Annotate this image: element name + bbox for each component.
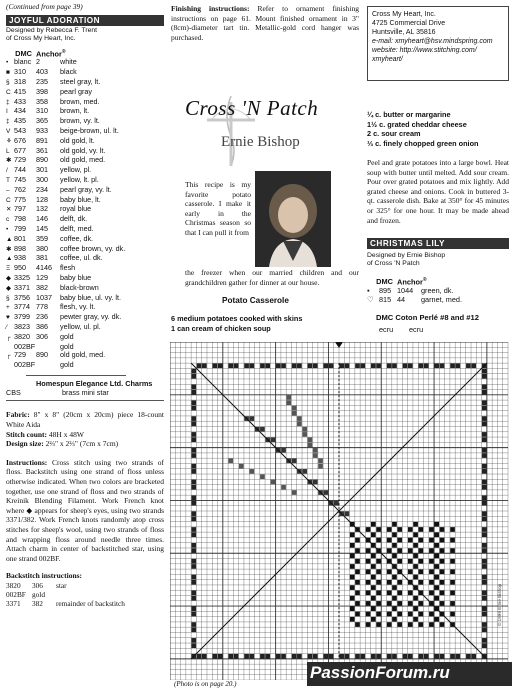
ingredient-list bbox=[367, 110, 509, 148]
left-column bbox=[6, 4, 164, 688]
thread-name: baby blue, lt. bbox=[60, 194, 101, 204]
fabric-label: Fabric: bbox=[6, 410, 30, 420]
finishing-text: Refer to ornament finishing instructions on page 61. Mount finished ornament in 3" (8cm)-diameter tart tin. Metallic-gold cord hanger was purchased. bbox=[171, 4, 359, 42]
thread-symbol: ▲ bbox=[6, 235, 13, 243]
thread-symbol: C bbox=[6, 196, 11, 204]
christmas-lily-banner: CHRISTMAS LILY bbox=[367, 238, 509, 249]
thread-dmc: ‡ 433 bbox=[6, 96, 26, 106]
thread-name: brown, lt. bbox=[60, 106, 90, 116]
thread-name: gold bbox=[60, 341, 74, 351]
lily-thread-header: DMC Anchor® bbox=[367, 276, 427, 287]
thread-symbol: c bbox=[6, 216, 10, 224]
thread-name: coffee, dk. bbox=[60, 233, 94, 243]
thread-symbol: ♥ bbox=[6, 314, 10, 322]
thread-name: old gold, vy. lt. bbox=[60, 145, 106, 155]
thread-symbol: § bbox=[6, 79, 10, 87]
email: e-mail: xmyheart@hsv.mindspring.com bbox=[372, 38, 493, 45]
title: Cross 'N Patch bbox=[185, 96, 319, 120]
website: xmyheart/ bbox=[372, 56, 403, 63]
thread-symbol: ⚘ bbox=[6, 137, 12, 145]
thread-dmc: ♥ 3799 bbox=[6, 312, 30, 322]
thread-symbol: T bbox=[6, 177, 10, 185]
thread-dmc: ✱ 898 bbox=[6, 243, 26, 253]
thread-symbol: • bbox=[6, 59, 9, 67]
thread-dmc: V 543 bbox=[6, 126, 26, 136]
thread-name: gold bbox=[60, 360, 74, 370]
thread-symbol: I bbox=[6, 108, 8, 116]
instructions-label: Instructions: bbox=[6, 457, 48, 467]
thread-name: coffee brown, vy. dk. bbox=[60, 243, 126, 253]
thread-anchor: 361 bbox=[36, 145, 48, 155]
backstitch-row: 3820 306 star bbox=[6, 580, 67, 590]
thread-dmc: ▲ 938 bbox=[6, 253, 26, 263]
ingredient: 1 can cream of chicken soup bbox=[171, 323, 271, 333]
design-text: 2⅔" x 2⅔" (7cm x 7cm) bbox=[45, 439, 119, 449]
thread-dmc: • blanc bbox=[6, 57, 32, 67]
thread-dmc: c 798 bbox=[6, 214, 26, 224]
thread-dmc: / 744 bbox=[6, 165, 26, 175]
thread-name: old gold, med. bbox=[60, 155, 106, 165]
copyright: © 1999 Ernie Bishop bbox=[497, 583, 502, 626]
author: Ernie Bishop bbox=[221, 134, 300, 150]
thread-dmc: ✕ 797 bbox=[6, 204, 26, 214]
watermark: PassionForum.ru bbox=[310, 663, 450, 682]
thread-dmc: ‡ 435 bbox=[6, 116, 26, 126]
thread-anchor: 358 bbox=[36, 96, 48, 106]
thread-dmc: ■ 310 bbox=[6, 67, 26, 77]
thread-anchor bbox=[36, 361, 60, 370]
thread-symbol: • bbox=[6, 226, 9, 234]
thread-symbol: Ξ bbox=[6, 265, 11, 273]
thread-symbol: ┌ bbox=[6, 352, 11, 360]
thread-name: flesh, vy. lt. bbox=[60, 302, 96, 312]
thread-dmc: C 775 bbox=[6, 194, 26, 204]
company-name: Cross My Heart, Inc. bbox=[372, 11, 436, 18]
thread-name: royal blue bbox=[60, 204, 92, 214]
thread-dmc: Ξ 950 bbox=[6, 263, 26, 273]
charms-row bbox=[6, 388, 164, 397]
thread-header: DMC Anchor® bbox=[6, 48, 164, 59]
ingredient: ⅓ c. finely chopped green onion bbox=[367, 138, 479, 148]
designer-line: Designed by Rebecca F. Trent bbox=[6, 27, 98, 34]
thread-name: pearl gray bbox=[60, 86, 92, 96]
thread-name: flesh bbox=[60, 263, 76, 273]
thread-row bbox=[6, 58, 164, 68]
thread-name: brown, vy. lt. bbox=[60, 116, 100, 126]
thread-anchor: 403 bbox=[36, 67, 48, 77]
thread-anchor: 933 bbox=[36, 126, 48, 136]
thread-name: pearl gray, vy. lt. bbox=[60, 184, 112, 194]
thread-dmc: 002BF bbox=[14, 341, 36, 351]
author-photo bbox=[255, 171, 331, 267]
intro-part1: This recipe is my favorite potato casserole. I make it early in the Christmas season so that I can pull it from bbox=[185, 180, 251, 237]
thread-symbol: ⁄ bbox=[6, 324, 8, 331]
stitch-text: 48H x 48W bbox=[48, 429, 84, 439]
dmc-header: DMC bbox=[376, 277, 393, 287]
lily-designer bbox=[367, 252, 445, 269]
thread-symbol: ┌ bbox=[6, 333, 11, 341]
thread-row bbox=[6, 361, 164, 370]
thread-name: delft, med. bbox=[60, 224, 94, 234]
cross-n-patch-title bbox=[171, 90, 346, 168]
thread-dmc: ┌ 3820 bbox=[6, 331, 30, 341]
ingredient: 2 c. sour cream bbox=[367, 129, 421, 139]
backstitch-row: 3371 382 remainder of backstitch bbox=[6, 598, 125, 608]
thread-anchor: 381 bbox=[36, 253, 48, 263]
thread-anchor: 310 bbox=[36, 106, 48, 116]
thread-anchor: 386 bbox=[36, 322, 48, 331]
thread-anchor: 891 bbox=[36, 135, 48, 145]
lily-thread-row: ▪ 895 1044 green, dk. bbox=[367, 286, 454, 295]
thread-symbol: § bbox=[6, 294, 10, 302]
lily-thread-row: ♡ 815 44 garnet, med. bbox=[367, 295, 462, 305]
thread-dmc: ◆ 3371 bbox=[6, 282, 30, 292]
thread-dmc: § 3756 bbox=[6, 292, 30, 302]
thread-anchor: 4146 bbox=[36, 263, 52, 273]
thread-name: brown, med. bbox=[60, 96, 100, 106]
thread-dmc: I 434 bbox=[6, 106, 26, 116]
thread-symbol: ‡ bbox=[6, 118, 10, 126]
thread-anchor: 306 bbox=[36, 331, 48, 341]
thread-dmc: ✱ 729 bbox=[6, 155, 26, 165]
thread-name: black bbox=[60, 67, 77, 77]
thread-symbol: V bbox=[6, 128, 11, 136]
address-box bbox=[367, 6, 509, 81]
thread-symbol: L bbox=[6, 147, 10, 155]
designer-credit bbox=[6, 27, 164, 44]
anchor-header: Anchor bbox=[397, 277, 423, 287]
thread-name: baby blue bbox=[60, 273, 92, 283]
photo-caption: (Photo is on page 20.) bbox=[174, 680, 237, 688]
thread-anchor: 890 bbox=[36, 350, 48, 360]
charm-desc: brass mini star bbox=[62, 388, 109, 398]
divider bbox=[6, 400, 164, 401]
backstitch-title: Backstitch instructions: bbox=[6, 571, 83, 581]
thread-symbol: ▲ bbox=[6, 255, 13, 263]
designer-line: of Cross My Heart, Inc. bbox=[6, 35, 76, 43]
lily-thread-list bbox=[367, 286, 509, 304]
anchor-header: Anchor bbox=[36, 49, 62, 59]
fabric-info bbox=[6, 410, 164, 448]
thread-symbol: ■ bbox=[6, 69, 10, 77]
fabric-text: 8" x 8" (20cm x 20cm) piece 18-count White Aida bbox=[6, 410, 164, 429]
designer-line: of Cross 'N Patch bbox=[367, 260, 420, 268]
thread-dmc: – 762 bbox=[6, 184, 26, 194]
thread-name: steel gray, lt. bbox=[60, 77, 101, 87]
thread-name: old gold, lt. bbox=[60, 135, 95, 145]
thread-anchor: 234 bbox=[36, 184, 48, 194]
finishing-block bbox=[171, 4, 359, 42]
instructions bbox=[6, 458, 164, 564]
thread-anchor: 129 bbox=[36, 273, 48, 283]
charm-code: CBS bbox=[6, 388, 21, 398]
perle-title: DMC Coton Perlé #8 and #12 bbox=[376, 313, 479, 322]
thread-symbol: ‡ bbox=[6, 98, 10, 106]
thread-anchor: 778 bbox=[36, 302, 48, 312]
thread-dmc: § 318 bbox=[6, 77, 26, 87]
thread-symbol: ✕ bbox=[6, 206, 12, 214]
divider bbox=[26, 375, 126, 376]
christmas-lily-chart bbox=[170, 342, 509, 680]
city: Huntsville, AL 35816 bbox=[372, 29, 436, 36]
thread-symbol: ◆ bbox=[6, 275, 11, 283]
thread-anchor: 236 bbox=[36, 312, 48, 322]
design-label: Design size: bbox=[6, 439, 44, 449]
thread-anchor: 380 bbox=[36, 243, 48, 253]
thread-name: black-brown bbox=[60, 282, 99, 292]
thread-anchor: 359 bbox=[36, 233, 48, 243]
thread-anchor: 132 bbox=[36, 204, 48, 214]
thread-symbol: / bbox=[6, 167, 8, 175]
thread-anchor: 1037 bbox=[36, 292, 52, 302]
perle-value: ecru bbox=[409, 325, 424, 334]
charms-title: Homespun Elegance Ltd. Charms bbox=[36, 378, 153, 388]
thread-symbol: C bbox=[6, 88, 11, 96]
thread-key-table bbox=[6, 58, 164, 370]
thread-dmc: T 745 bbox=[6, 175, 26, 185]
perle-row bbox=[379, 325, 423, 334]
thread-dmc: + 3774 bbox=[6, 302, 30, 312]
thread-name: pewter gray, vy. dk. bbox=[60, 312, 122, 322]
thread-anchor: 301 bbox=[36, 165, 48, 175]
continued-note: (Continued from page 39) bbox=[6, 2, 83, 11]
portrait-image bbox=[255, 171, 331, 267]
thread-anchor: 235 bbox=[36, 77, 48, 87]
thread-symbol: ✱ bbox=[6, 245, 12, 253]
thread-anchor: 300 bbox=[36, 175, 48, 185]
thread-dmc: ⁄ 3823 bbox=[6, 322, 30, 331]
backstitch-list bbox=[6, 581, 164, 609]
thread-dmc: ⚘ 676 bbox=[6, 135, 26, 145]
joyful-adoration-banner: JOYFUL ADORATION bbox=[6, 15, 164, 26]
backstitch-row: 002BF gold bbox=[6, 589, 45, 599]
thread-symbol: ◆ bbox=[6, 284, 11, 292]
thread-dmc: ◆ 3325 bbox=[6, 273, 30, 283]
thread-symbol: – bbox=[6, 186, 10, 194]
thread-row bbox=[6, 254, 164, 264]
thread-dmc: ┌ 729 bbox=[6, 350, 26, 360]
ingredient: 6 medium potatoes cooked with skins bbox=[171, 314, 303, 323]
dmc-header: DMC bbox=[15, 49, 32, 59]
thread-symbol: + bbox=[6, 304, 10, 312]
thread-name: yellow, ul. pl. bbox=[60, 322, 101, 331]
thread-anchor: 365 bbox=[36, 116, 48, 126]
thread-anchor: 146 bbox=[36, 214, 48, 224]
thread-name: baby blue, ul. vy. lt. bbox=[60, 292, 121, 302]
thread-name: beige-brown, ul. lt. bbox=[60, 126, 119, 136]
thread-dmc: 002BF bbox=[14, 360, 36, 370]
ingredient: 1½ c. grated cheddar cheese bbox=[367, 119, 467, 129]
thread-name: white bbox=[60, 57, 77, 67]
designer-line: Designed by Ernie Bishop bbox=[367, 252, 446, 259]
thread-name: yellow, pl. bbox=[60, 165, 92, 175]
thread-anchor: 890 bbox=[36, 155, 48, 165]
stitch-label: Stitch count: bbox=[6, 429, 48, 439]
thread-anchor: 398 bbox=[36, 86, 48, 96]
thread-dmc: C 415 bbox=[6, 86, 26, 96]
thread-anchor: 145 bbox=[36, 224, 48, 234]
perle-value: ecru bbox=[379, 325, 394, 334]
thread-name: gold bbox=[60, 331, 74, 341]
finishing-label: Finishing instructions: bbox=[171, 4, 250, 13]
recipe-title: Potato Casserole bbox=[222, 296, 289, 305]
main-ingredients bbox=[171, 314, 366, 333]
thread-anchor: 2 bbox=[36, 57, 40, 67]
website: website: http://www.stitching.com/ bbox=[372, 47, 477, 54]
thread-dmc: • 799 bbox=[6, 224, 26, 234]
thread-anchor: 382 bbox=[36, 282, 48, 292]
street: 4725 Commercial Drive bbox=[372, 20, 446, 27]
thread-name: delft, dk. bbox=[60, 214, 88, 224]
ingredient: ¼ c. butter or margarine bbox=[367, 110, 451, 119]
thread-dmc: ▲ 801 bbox=[6, 233, 26, 243]
intro-part2: the freezer when our married children and our grandchildren gather for dinner at our house. bbox=[185, 268, 359, 287]
thread-name: yellow, lt. pl. bbox=[60, 175, 99, 185]
thread-name: old gold, med. bbox=[60, 350, 106, 360]
thread-anchor: 128 bbox=[36, 194, 48, 204]
recipe-steps: Peel and grate potatoes into a large bowl. Heat soup with butter until melted. Add sour cream. Pour over grated potatoes and mix lightly. Add grated cheese and onions. Cook in buttered 3-qt. casserole dish. Bake at 350° for 45 minutes or 325° for one hour. It may be made ahead and frozen. bbox=[367, 158, 509, 225]
instructions-text: Cross stitch using two strands of floss. Backstitch using one strand of floss unless otherwise indicated. When two colors are bracketed together, use one strand of floss and two strands of Kreinik Blending Filament. Work French knot where ◆ appears for sheep's eyes, using two strands 3371/382. Work French knots randomly atop cross stitches for sheep's wool, using two strands of floss and wrapping floss around needle three times. Attach charm in center of backstitched star, using one strand 002BF. bbox=[6, 457, 164, 563]
thread-name: coffee, ul. dk. bbox=[60, 253, 103, 263]
thread-dmc: L 677 bbox=[6, 145, 26, 155]
thread-symbol: ✱ bbox=[6, 157, 12, 165]
